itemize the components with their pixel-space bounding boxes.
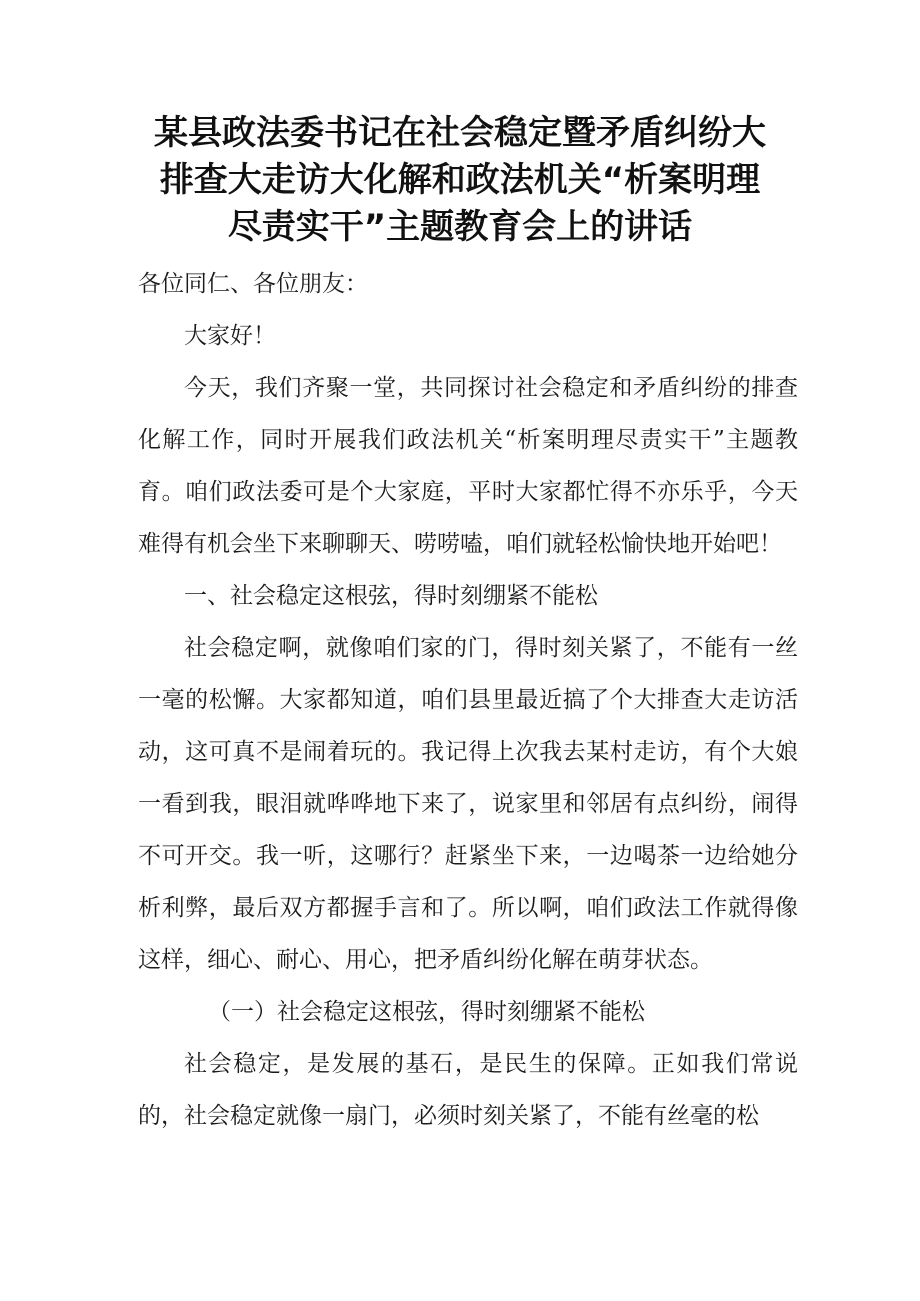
intro-paragraph: 今天，我们齐聚一堂，共同探讨社会稳定和矛盾纠纷的排查化解工作，同时开展我们政法机关“析案明理尽责实干”主题教育。咱们政法委可是个大家庭，平时大家都忙得不亦乐乎，今天难得有机会坐下来聊聊天、唠唠嗑，咱们就轻松愉快地开始吧！ (138, 375, 798, 557)
section-1-heading: 一、社会稳定这根弦，得时刻绷紧不能松 (184, 583, 598, 609)
title-line-1: 某县政法委书记在社会稳定暨矛盾纠纷大 (154, 113, 766, 153)
subsection-1-paragraph: 社会稳定，是发展的基石，是民生的保障。正如我们常说的，社会稳定就像一扇门，必须时刻关紧了，不能有丝毫的松 (138, 1051, 798, 1129)
title-line-3: 尽责实干”主题教育会上的讲话 (227, 207, 693, 247)
salutation: 各位同仁、各位朋友： (138, 271, 368, 297)
title-line-2: 排查大走访大化解和政法机关“析案明理 (159, 160, 761, 200)
document-title (120, 110, 800, 251)
greeting-paragraph: 大家好！ (184, 323, 276, 349)
section-1-paragraph: 社会稳定啊，就像咱们家的门，得时刻关紧了，不能有一丝一毫的松懈。大家都知道，咱们县里最近搞了个大排查大走访活动，这可真不是闹着玩的。我记得上次我去某村走访，有个大娘一看到我，眼泪就哗哗地下来了，说家里和邻居有点纠纷，闹得不可开交。我一听，这哪行？赶紧坐下来，一边喝茶一边给她分析利弊，最后双方都握手言和了。所以啊，咱们政法工作就得像这样，细心、耐心、用心，把矛盾纠纷化解在萌芽状态。 (138, 635, 798, 973)
document-body (138, 258, 798, 1142)
subsection-1-heading: （一）社会稳定这根弦，得时刻绷紧不能松 (208, 999, 645, 1025)
